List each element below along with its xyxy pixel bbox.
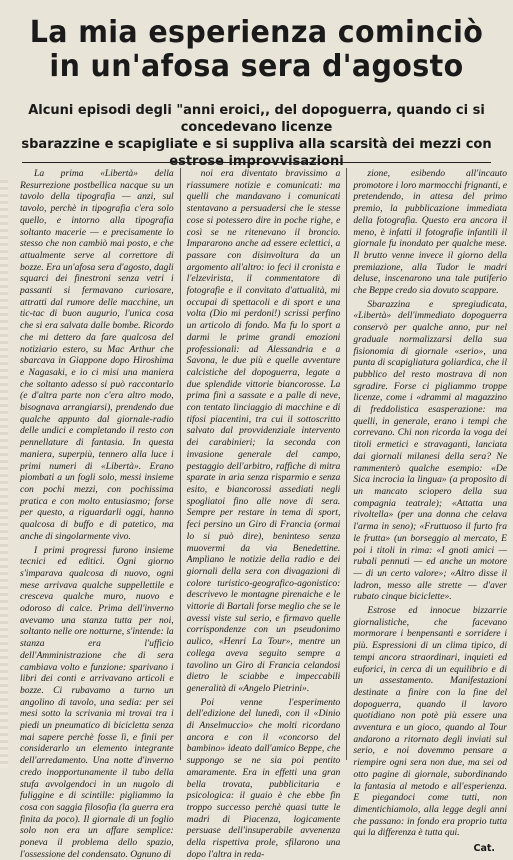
article-subtitle [14, 102, 499, 170]
column-3-paragraph-2: Sbarazzina e spregiudicata, «Libertà» dell'immediato dopoguerra conservò per qualche anno, pur nel graduale normalizzarsi della sua fisionomia di giornale «serio», una punta di scapigliatura goliardica, che il pubblico del resto mostrava di non sgradire. Forse ci pigliammo troppe licenze, come i «drammi al magazzino di freddolistica esasperazione: ma quelli, in generale, erano i tempi che correvano. Chi non ricorda la voga dei titoli ermetici e stravaganti, lanciata dai giornali milanesi della sera? Ne rammenterò qualche esempio: «De Sica incrocia la lingua» (a proposito di un mancato sciopero della sua compagnia teatrale); «Attatta una rivoltella» (per una donna che celava l'arma in seno); «Fruttuoso il furto fra le frutta» (un borseggio al mercato, E poi i titoli in rima: «I gnoti amici — rubali pennuti — ed anche un motore — di un certo valore»; «Altro dìsse il ladron, messo alle strette — d'aver rubato cinque biciclette». [353, 299, 507, 603]
column-1-paragraph-1: La prima «Libertà» della Resurrezione postbellica nacque su un tavolo della tipografia — anzi, sul tavolo, perchè in tipografia c'era solo quello, e intorno alla tipografia soltanto macerie — e precisamente lo stesso che non cambiò mai posto, e che attualmente serve al correttore di bozze. Era un'afosa sera d'agosto, dagli squarci dei finestroni senza vetri i passanti si fermavano curiosare, attratti dal rumore delle macchine, un tic-tac di buon augurio, l'unica cosa che si era salvata dalle bombe. Ricordo che mi dettero da fare qualcosa del notiziario estero, su Mac Arthur che sbarcava in Giappone dopo Hiroshima e Nagasaki, e io ci misi una maniera che soltanto adesso si può raccontarlo (e d'altra parte non c'era altro modo, bisognava arrangiarsi), prendendo due qualche appunto dal giornale-radio delle undici e completando il resto con pennellature di fantasia. In questa maniera, superpiù, tennero alla luce i primi numeri di «Libertà». Erano piombati a un fogli solo, messi insieme con pochi mezzi, con pochissima pratica e con molto entusiasmo; forse per questo, a riguardarli oggi, hanno qualcosa di buffo e di patetico, ma anche di singolarmente vivo. [20, 168, 174, 543]
article-column-2 [180, 168, 341, 760]
column-3-paragraph-1: zione, esibendo all'incauto promotore i loro marmocchi frignanti, e pretendendo, in attesa del primo premio, la pubblicazione immediata della fotografia. Questo era ancora il meno, è infatti il fotografie infantili il giornale fu inondato per qualche mese. Il brutto venne invece il giorno della premiazione, alla Tudor le madri deluse, inscenarono una tale putiferio che Beppe credo sia dovuto scappare. [353, 168, 507, 297]
headline-line-2: in un'afosa sera d'agosto [13, 50, 500, 84]
column-3-paragraph-3: Estrose ed innocue bizzarrie giornalistiche, che facevano mormorare i benpensanti e sorridere i più. Espressioni di un clima tipico, di tempi ancora straordinari, inquieti ed euforici, in cerca di un equilibrio e di un assestamento. Manifestazioni destinate a finire con la fine del dopoguerra, quando il lavoro quotidiano non potè più essere una avventura e un gioco, quando al Tour andarono a ritornato degli inviati sul serio, e noi dovemmo pensare a riempire ogni sera non due, ma sei od otto pagine di giornale, subordinando la fantasia al metodo e all'esperienza. E piegandoci come tutti, non dimentichiamolo, alla legge degli anni che passano: in fondo era proprio tutta qui la differenza è tutta qui. [353, 605, 507, 839]
subtitle-line-1: Alcuni episodi degli "anni eroici,, del dopoguerra, quando ci si concedevano licenze [14, 102, 499, 136]
article-column-1 [20, 168, 174, 760]
headline-line-1: La mia esperienza cominciò [13, 16, 500, 50]
header-divider [22, 162, 491, 163]
article-body [20, 168, 507, 760]
column-1-paragraph-2: I primi progressi furono insieme tecnici ed editici. Ogni giorno s'imparava qualcosa di nuovo, ogni mese arrivava qualche suppellettile e cresceva qualche muro, nuovo e odoroso di calce. Prima dell'inverno avevamo una stanza tutta per noi, soltanto nelle ore notturne, s'intende: la stanza era l'ufficio dell'Amministrazione che di sera cambiava volto e funzione: sparivano i libri dei conti e arrivavano articoli e bozze. Ci rubavamo a turno un angolino di tavolo, una sedia: per sei mesi sotto la scrivania mi trovai tra i piedi un pneumatico di bicicletta senza mai sapere perchè fosse lì, e finii per considerarlo un elemento integrante dell'arredamento. Una notte d'inverno credo inopportunamente il tubo della stufa avvolgendoci in un nugolo di fuliggine e di scintille: pigliammo la cosa con saggia filosofia (la guerra era finita da poco). Il giornale di un foglio solo non era un affare semplice: poneva il problema dello spazio, l'ossessione del condensato. Ognuno di [20, 545, 174, 860]
subtitle-line-2: sbarazzine e scapigliate e si suppliva alla scarsità dei mezzi con estrose improvvisazioni [14, 136, 499, 170]
author-signature: Cat. [353, 843, 507, 855]
article-headline [13, 16, 500, 84]
article-column-3 [346, 168, 507, 760]
column-2-paragraph-2: Poi venne l'esperimento dell'edizione del lunedì, con il «Dinio di Anselmuccio» che molti ricordano ancora e con il «concorso del bambino» ideato dall'amico Beppe, che suppongo se ne sia poi pentito amaramente. Era in effetti una gran bella trovata, pubblicitaria e psicologica: il guaio è che ebbe fin troppo successo perchè quasi tutte le madri di Piacenza, logicamente persuase dell'insuperabile avvenenza della rispettiva prole, sfilarono una dopo l'altra in reda- [187, 697, 341, 860]
column-2-paragraph-1: noi era diventato bravissimo a riassumere notizie e comunicati: ma quelli che mandavano i comunicati stentavano a persuadersi che le stesse cose si potessero dire in poche righe, e così se ne ritenevano il broncio. Impararono anche ad essere eclettici, a passare con disinvoltura da un argomento all'altro: io feci il cronista e l'elzevirista, il commentatore di fotografie e il convitato d'attualità, mi occupai di spettacoli e di sport e una volta (Dio mi perdoni!) scrissi perfino un articolo di fondo. Ma fu lo sport a darmi le prime grandi emozioni professionali: ad Alessandria e a Savona, le due più e quelle avventure calcistiche del dopoguerra, legate a due splendide vittorie biancorosse. La prima finì a sassate e a palle di neve, con tentato linciaggio di macchine e di tifosi piacentini, tra cui il sottoscritto salvato dal provvidenziale intervento dei carabinieri; la seconda con invasione generale del campo, pestaggio dell'arbitro, raffiche di mitra sparate in aria senza risparmio e senza esito, e biancorossi assediati negli spogliatoi fino alle nove di sera. Sempre per restare in tema di sport, feci persino un Giro di Francia (ormai lo si può dire), beninteso senza muovermi da via Benedettine. Ampliano le notizie della radio e dei giornali della sera con divagazioni di colore turistico-geografico-agonistico: descrivevo le montagne pirenaiche e le vittorie di Bartali forse meglio che se le avessi viste sul serio, e firmavo quelle corrispondenze con un pseudonimo aulico, «Henri La Tour», mentre un collega aveva seguito sempre a tavolino un Giro di Francia celandosi dietro le sciabbe e impeccabili generalità di «Angelo Pietrini». [187, 168, 341, 695]
scan-edge [0, 180, 8, 768]
